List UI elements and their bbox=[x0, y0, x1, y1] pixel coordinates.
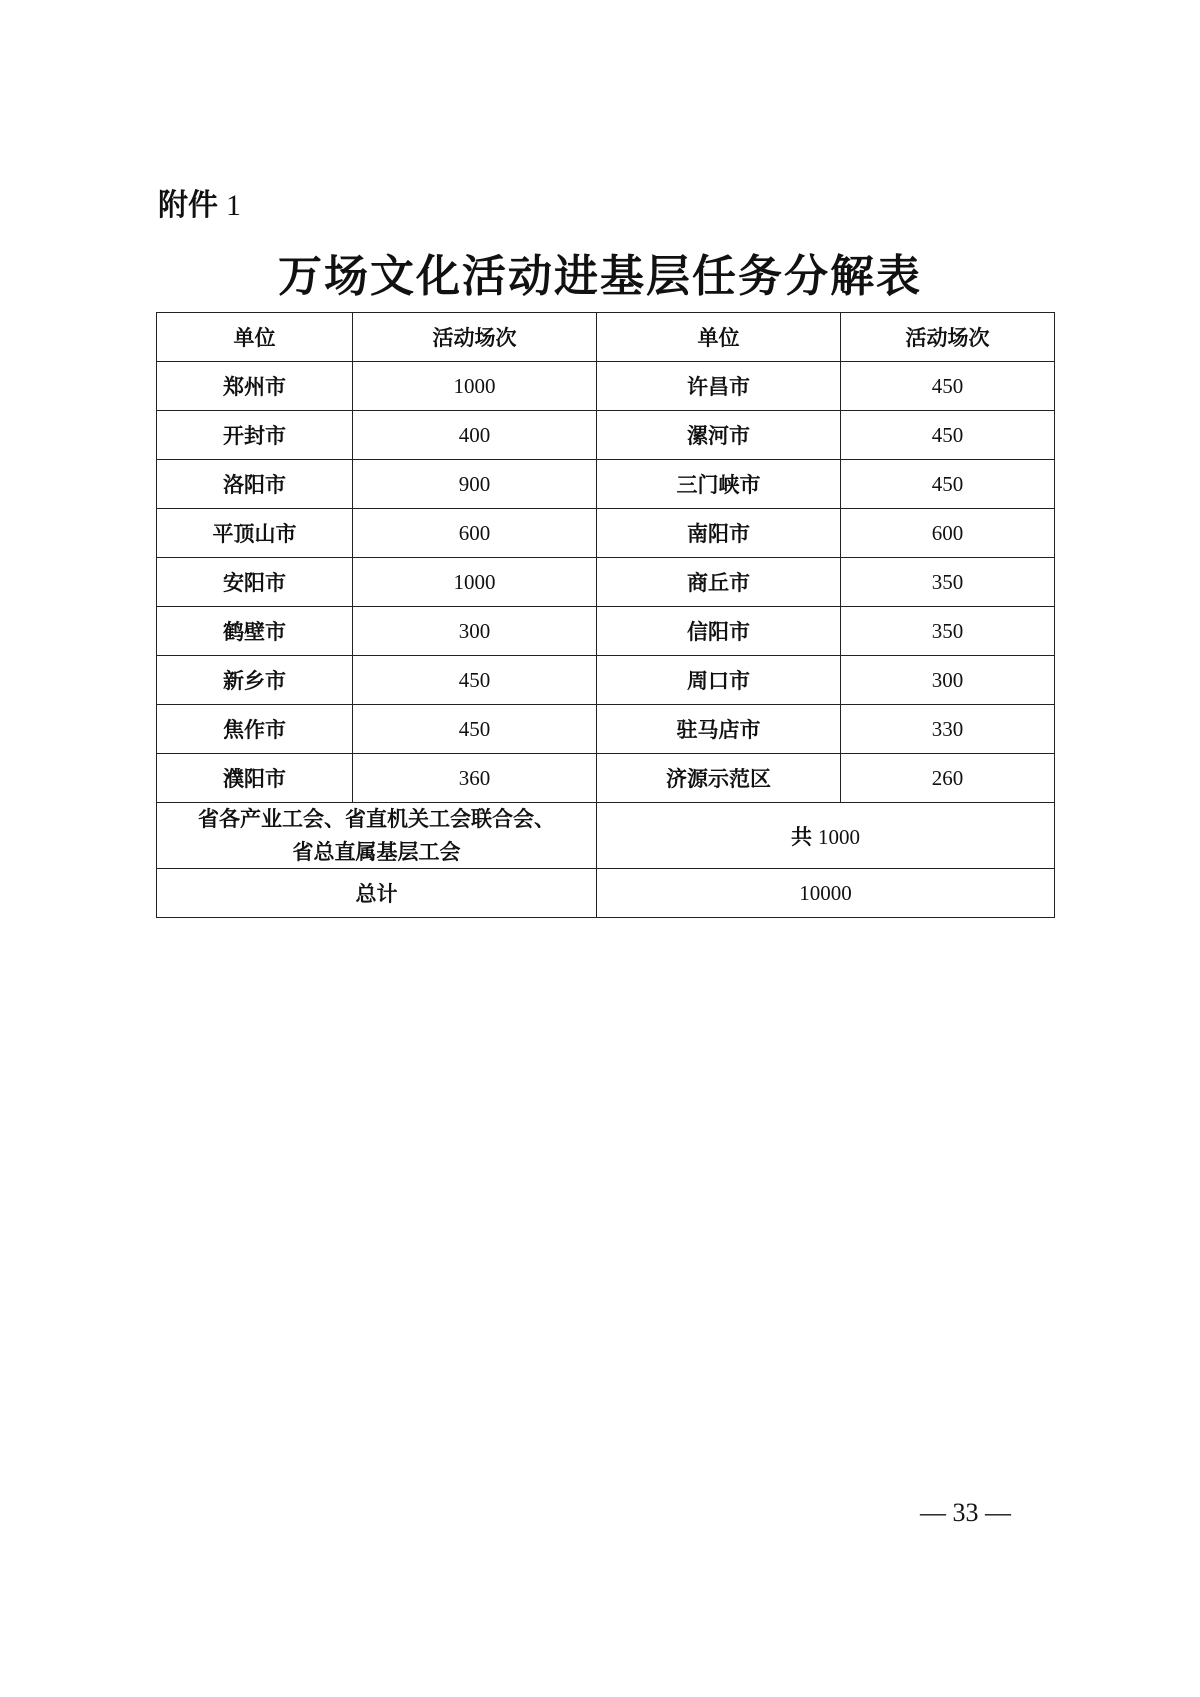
unit-cell: 驻马店市 bbox=[597, 705, 841, 754]
count-cell: 450 bbox=[353, 705, 597, 754]
unit-cell: 新乡市 bbox=[157, 656, 353, 705]
count-cell: 600 bbox=[841, 509, 1055, 558]
count-cell: 300 bbox=[841, 656, 1055, 705]
unit-cell: 周口市 bbox=[597, 656, 841, 705]
count-cell: 330 bbox=[841, 705, 1055, 754]
union-units-line-2: 省总直属基层工会 bbox=[292, 839, 461, 864]
unit-cell: 濮阳市 bbox=[157, 754, 353, 803]
header-unit-right: 单位 bbox=[597, 313, 841, 362]
unit-cell: 鹤壁市 bbox=[157, 607, 353, 656]
count-cell: 450 bbox=[841, 362, 1055, 411]
union-units-cell bbox=[157, 803, 597, 869]
unit-cell: 焦作市 bbox=[157, 705, 353, 754]
table-row bbox=[157, 460, 1055, 509]
count-cell: 1000 bbox=[353, 558, 597, 607]
table-row bbox=[157, 362, 1055, 411]
table-row bbox=[157, 509, 1055, 558]
unit-cell: 南阳市 bbox=[597, 509, 841, 558]
unit-cell: 信阳市 bbox=[597, 607, 841, 656]
count-cell: 350 bbox=[841, 607, 1055, 656]
unit-cell: 郑州市 bbox=[157, 362, 353, 411]
unit-cell: 漯河市 bbox=[597, 411, 841, 460]
unit-cell: 三门峡市 bbox=[597, 460, 841, 509]
union-count-value: 1000 bbox=[818, 824, 860, 849]
union-count-prefix: 共 bbox=[791, 824, 812, 849]
attachment-number: 1 bbox=[226, 189, 241, 222]
attachment-label bbox=[158, 180, 241, 224]
table-row bbox=[157, 656, 1055, 705]
task-table bbox=[156, 312, 1055, 918]
document-title: 万场文化活动进基层任务分解表 bbox=[278, 251, 922, 302]
unit-cell: 许昌市 bbox=[597, 362, 841, 411]
unit-cell: 平顶山市 bbox=[157, 509, 353, 558]
unit-cell: 洛阳市 bbox=[157, 460, 353, 509]
header-count-right: 活动场次 bbox=[841, 313, 1055, 362]
count-cell: 600 bbox=[353, 509, 597, 558]
table-row bbox=[157, 411, 1055, 460]
count-cell: 400 bbox=[353, 411, 597, 460]
header-unit-left: 单位 bbox=[157, 313, 353, 362]
unit-cell: 济源示范区 bbox=[597, 754, 841, 803]
union-row bbox=[157, 803, 1055, 869]
total-row bbox=[157, 869, 1055, 918]
count-cell: 360 bbox=[353, 754, 597, 803]
count-cell: 350 bbox=[841, 558, 1055, 607]
union-units-line-1: 省各产业工会、省直机关工会联合会、 bbox=[198, 807, 555, 831]
page-number: — 33 — bbox=[920, 1498, 1011, 1527]
total-value: 10000 bbox=[597, 869, 1055, 918]
table-row bbox=[157, 558, 1055, 607]
count-cell: 260 bbox=[841, 754, 1055, 803]
unit-cell: 安阳市 bbox=[157, 558, 353, 607]
table-row bbox=[157, 705, 1055, 754]
attachment-text: 附件 bbox=[158, 188, 218, 223]
unit-cell: 商丘市 bbox=[597, 558, 841, 607]
table-row bbox=[157, 607, 1055, 656]
total-label: 总计 bbox=[157, 869, 597, 918]
union-count-cell bbox=[597, 803, 1055, 869]
unit-cell: 开封市 bbox=[157, 411, 353, 460]
count-cell: 300 bbox=[353, 607, 597, 656]
count-cell: 1000 bbox=[353, 362, 597, 411]
count-cell: 450 bbox=[841, 411, 1055, 460]
count-cell: 900 bbox=[353, 460, 597, 509]
table-row bbox=[157, 754, 1055, 803]
table-header-row bbox=[157, 313, 1055, 362]
count-cell: 450 bbox=[841, 460, 1055, 509]
header-count-left: 活动场次 bbox=[353, 313, 597, 362]
count-cell: 450 bbox=[353, 656, 597, 705]
